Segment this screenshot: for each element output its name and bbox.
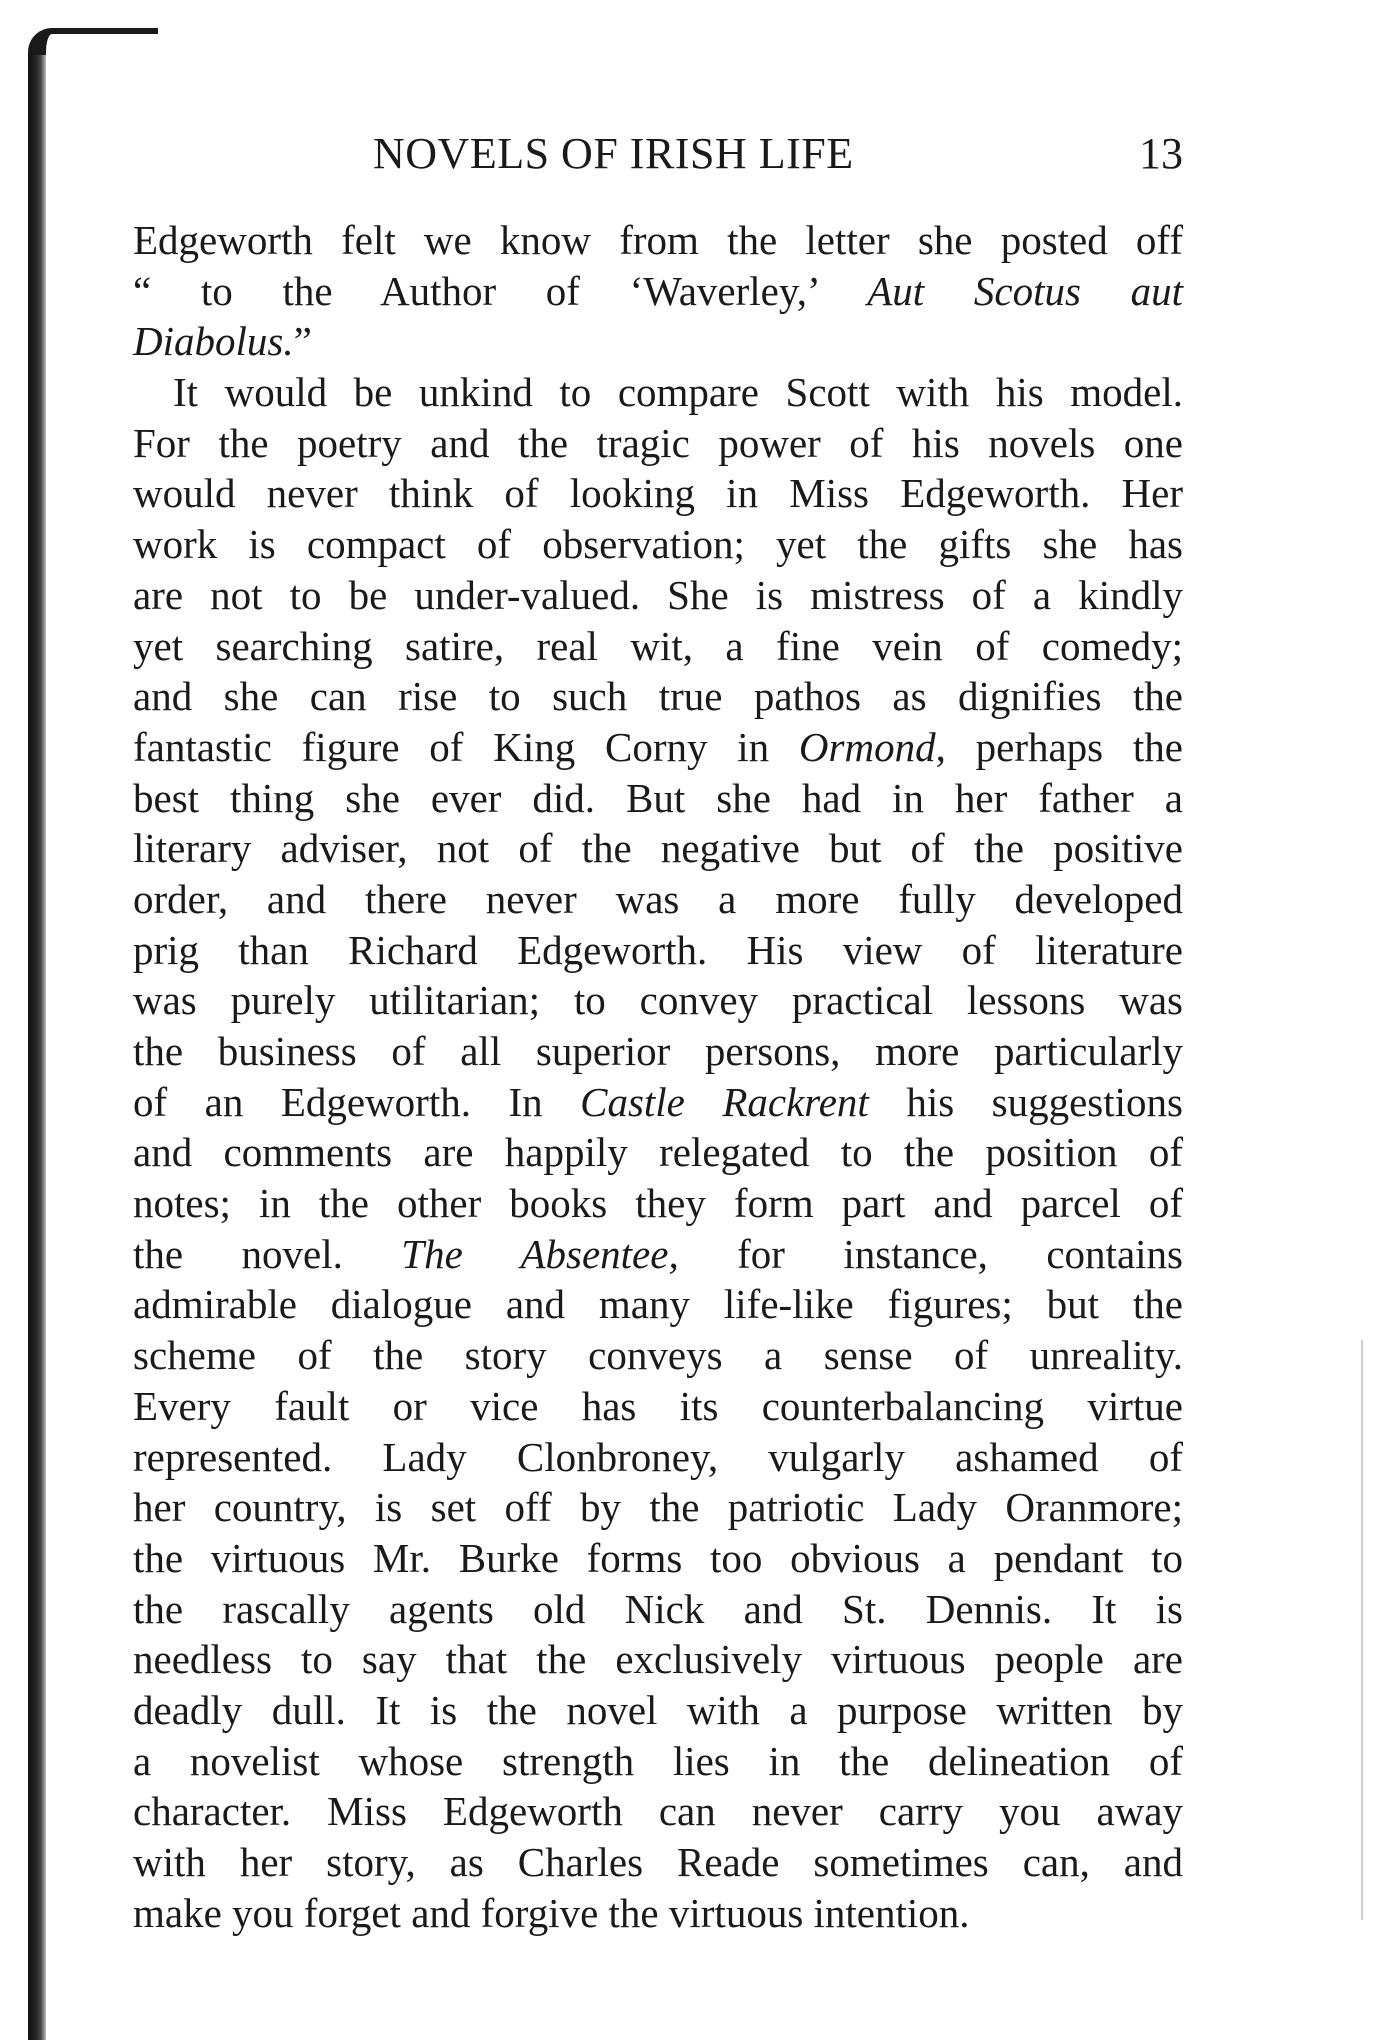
line-text: needless to say that the exclusively virtuous people are bbox=[133, 1636, 1183, 1683]
text-line bbox=[133, 1229, 1183, 1280]
text-line bbox=[133, 418, 1183, 469]
text-line bbox=[133, 468, 1183, 519]
text-line bbox=[133, 1685, 1183, 1736]
line-text: the business of all superior persons, more particularly bbox=[133, 1028, 1183, 1074]
line-text: work is compact of observation; yet the gifts she has bbox=[133, 521, 1183, 568]
page-edge bbox=[1361, 1340, 1363, 1920]
line-text: of an Edgeworth. In bbox=[133, 1078, 581, 1125]
text-line bbox=[133, 1736, 1183, 1787]
line-text: literary adviser, not of the negative but of the positive bbox=[133, 825, 1183, 872]
line-text: make you forget and forgive the virtuous intention. bbox=[133, 1889, 970, 1936]
line-text: “ to the Author of ‘Waverley,’ bbox=[133, 267, 868, 314]
line-text: represented. Lady Clonbroney, vulgarly ashamed of bbox=[133, 1433, 1183, 1480]
line-italic: The Absentee, bbox=[401, 1230, 679, 1277]
line-italic: Diabolus. bbox=[133, 318, 294, 365]
line-text: with her story, as Charles Reade sometimes can, and bbox=[133, 1839, 1183, 1885]
text-line bbox=[133, 1178, 1183, 1229]
line-text: best thing she ever did. But she had in her father a bbox=[133, 774, 1183, 821]
line-text-after: , perhaps the bbox=[935, 723, 1183, 770]
line-text: the rascally agents old Nick and St. Dennis. It is bbox=[133, 1585, 1183, 1632]
text-line bbox=[133, 925, 1183, 976]
line-text: deadly dull. It is the novel with a purpose written by bbox=[133, 1686, 1183, 1733]
text-line bbox=[133, 215, 1183, 266]
line-text: For the poetry and the tragic power of his novels one bbox=[133, 419, 1183, 466]
line-text-after: ” bbox=[293, 318, 312, 365]
line-text: Edgeworth felt we know from the letter she posted off bbox=[133, 217, 1183, 263]
page-header bbox=[133, 128, 1183, 184]
text-line bbox=[133, 1533, 1183, 1584]
text-line bbox=[133, 519, 1183, 570]
line-text: admirable dialogue and many life-like figures; but the bbox=[133, 1281, 1183, 1328]
line-text: was purely utilitarian; to convey practical lessons was bbox=[133, 977, 1183, 1024]
line-text: fantastic figure of King Corny in bbox=[133, 723, 799, 770]
text-line bbox=[133, 1279, 1183, 1330]
text-line bbox=[133, 823, 1183, 874]
page-number: 13 bbox=[1139, 129, 1183, 178]
text-line bbox=[133, 621, 1183, 672]
line-text: prig than Richard Edgeworth. His view of literature bbox=[133, 926, 1183, 973]
text-line bbox=[133, 773, 1183, 824]
text-line bbox=[133, 1584, 1183, 1635]
text-line bbox=[133, 975, 1183, 1026]
text-line bbox=[133, 1837, 1183, 1888]
body-text bbox=[133, 215, 1183, 1938]
line-text: a novelist whose strength lies in the delineation of bbox=[133, 1737, 1183, 1784]
text-line bbox=[133, 1786, 1183, 1837]
text-line bbox=[133, 367, 1183, 418]
text-line bbox=[133, 1077, 1183, 1128]
line-text: notes; in the other books they form part and parcel of bbox=[133, 1180, 1183, 1227]
line-text: would never think of looking in Miss Edgeworth. Her bbox=[133, 470, 1183, 517]
line-text: her country, is set off by the patriotic Lady Oranmore; bbox=[133, 1484, 1183, 1531]
text-line bbox=[133, 722, 1183, 773]
text-line bbox=[133, 1482, 1183, 1533]
running-title: NOVELS OF IRISH LIFE bbox=[373, 129, 854, 178]
line-text: the novel. bbox=[133, 1230, 402, 1277]
text-line bbox=[133, 1381, 1183, 1432]
line-italic: Ormond bbox=[798, 723, 936, 770]
text-line bbox=[133, 570, 1183, 621]
text-line bbox=[133, 316, 1183, 367]
text-line bbox=[133, 1026, 1183, 1077]
line-text: and she can rise to such true pathos as dignifies the bbox=[133, 673, 1183, 720]
line-text: and comments are happily relegated to the position of bbox=[133, 1129, 1183, 1176]
page-spine-shadow bbox=[28, 55, 46, 2040]
text-line bbox=[133, 1432, 1183, 1483]
line-italic: Aut Scotus aut bbox=[867, 267, 1183, 314]
line-italic: Castle Rackrent bbox=[580, 1078, 869, 1125]
text-line bbox=[133, 1330, 1183, 1381]
text-line bbox=[133, 1888, 1183, 1939]
text-line bbox=[133, 874, 1183, 925]
page-spine-top bbox=[28, 28, 158, 58]
text-line bbox=[133, 1634, 1183, 1685]
text-line bbox=[133, 266, 1183, 317]
line-text: order, and there never was a more fully developed bbox=[133, 875, 1183, 922]
line-text: It would be unkind to compare Scott with his model. bbox=[173, 369, 1183, 416]
text-line bbox=[133, 1127, 1183, 1178]
line-text: yet searching satire, real wit, a fine vein of comedy; bbox=[133, 622, 1183, 669]
line-text: scheme of the story conveys a sense of unreality. bbox=[133, 1332, 1183, 1379]
line-text: are not to be under-valued. She is mistress of a kindly bbox=[133, 571, 1183, 618]
line-text: character. Miss Edgeworth can never carry you away bbox=[133, 1788, 1183, 1835]
text-line bbox=[133, 671, 1183, 722]
line-text-after: for instance, contains bbox=[678, 1230, 1183, 1277]
line-text: the virtuous Mr. Burke forms too obvious a pendant to bbox=[133, 1534, 1183, 1581]
line-text: Every fault or vice has its counterbalancing virtue bbox=[133, 1382, 1183, 1429]
line-text-after: his suggestions bbox=[868, 1078, 1183, 1125]
